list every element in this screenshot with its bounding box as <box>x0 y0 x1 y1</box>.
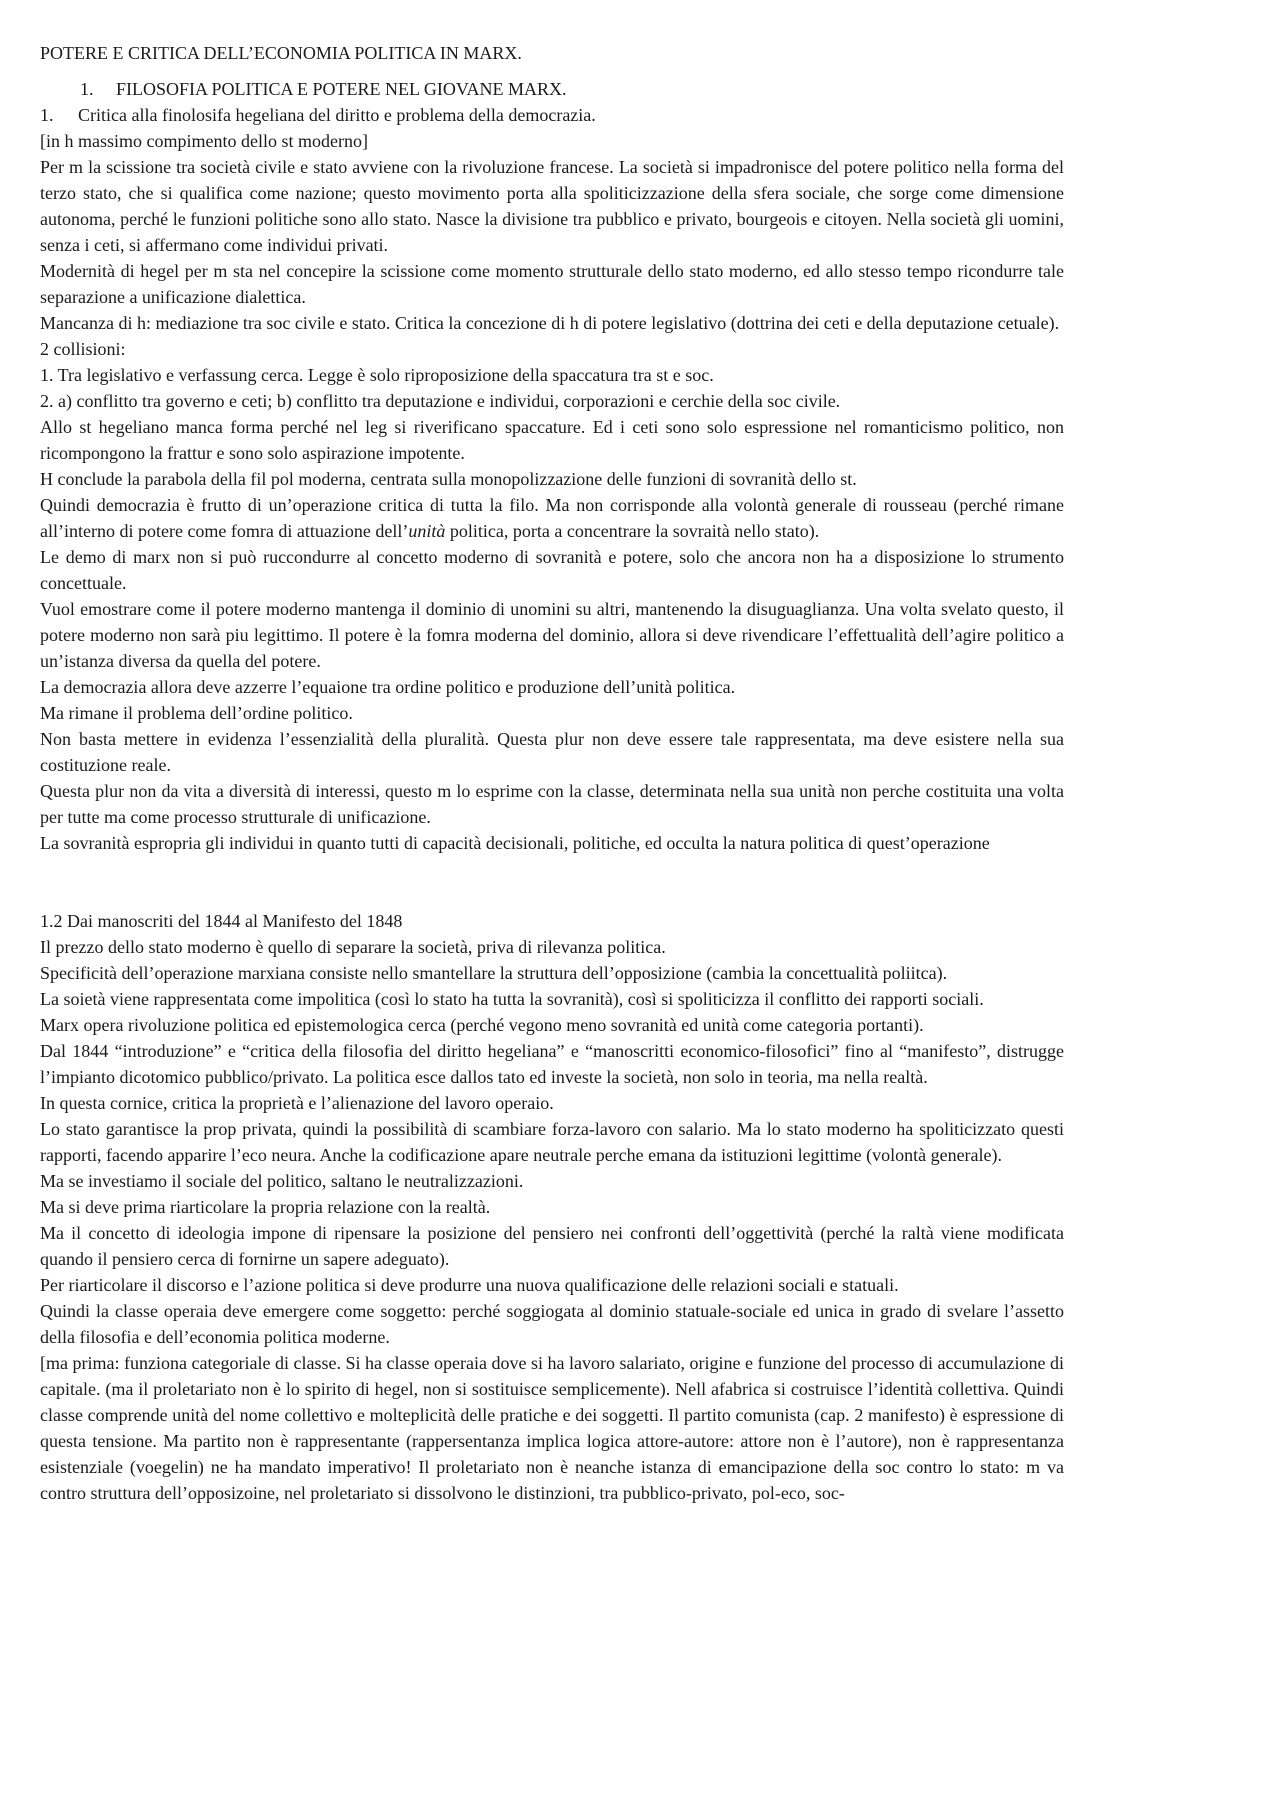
paragraph: In questa cornice, critica la proprietà e l’alienazione del lavoro operaio. <box>40 1093 554 1113</box>
paragraph: Mancanza di h: mediazione tra soc civile e stato. Critica la concezione di h di potere legislativo (dottrina dei ceti e della deputazione cetuale). <box>40 313 1060 333</box>
paragraph: 1. Tra legislativo e verfassung cerca. Legge è solo riproposizione della spaccatura tra st e soc. <box>40 365 714 385</box>
paragraph: Vuol emostrare come il potere moderno mantenga il dominio di unomini su altri, mantenendo la disuguaglianza. Una volta svelato questo, il potere moderno non sarà piu legittimo. Il potere è la fomra moderna del dominio, allora si deve rivendicare l’effettualità dell’agire politico a un’istanza diversa da quella del potere. <box>40 599 1064 671</box>
subsection-1-number: 1. <box>40 105 54 125</box>
document-page <box>40 40 1064 1506</box>
paragraph: Le demo di marx non si può ruccondurre al concetto moderno di sovranità e potere, solo che ancora non ha a disposizione lo strumento concettuale. <box>40 547 1064 593</box>
paragraph: H conclude la parabola della fil pol moderna, centrata sulla monopolizzazione delle funzioni di sovranità dello st. <box>40 469 857 489</box>
paragraph: Lo stato garantisce la prop privata, quindi la possibilità di scambiare forza-lavoro con salario. Ma lo stato moderno ha spoliticizzato questi rapporti, facendo apparire l’eco neura. Anche la codificazione apare neutrale perche emana da istituzioni legittime (volontà generale). <box>40 1119 1064 1165</box>
paragraph: Ma se investiamo il sociale del politico, saltano le neutralizzazioni. <box>40 1171 524 1191</box>
subsection-2-heading: 1.2 Dai manoscriti del 1844 al Manifesto del 1848 <box>40 911 403 931</box>
subsection-1-title: Critica alla finolosifa hegeliana del diritto e problema della democrazia. <box>78 105 596 125</box>
section-1-title: FILOSOFIA POLITICA E POTERE NEL GIOVANE MARX. <box>116 79 567 99</box>
paragraph: Per riarticolare il discorso e l’azione politica si deve produrre una nuova qualificazione delle relazioni sociali e statuali. <box>40 1275 899 1295</box>
spacer <box>40 882 1064 908</box>
spacer <box>40 856 1064 882</box>
section-1-number: 1. <box>80 79 94 99</box>
paragraph: [in h massimo compimento dello st moderno] <box>40 131 368 151</box>
document-title: POTERE E CRITICA DELL’ECONOMIA POLITICA IN MARX. <box>40 43 522 63</box>
paragraph: 2. a) conflitto tra governo e ceti; b) conflitto tra deputazione e individui, corporazioni e cerchie della soc civile. <box>40 391 841 411</box>
paragraph: Non basta mettere in evidenza l’essenzialità della pluralità. Questa plur non deve essere tale rappresentata, ma deve esistere nella sua costituzione reale. <box>40 729 1064 775</box>
subsection-1-heading <box>40 102 1064 128</box>
paragraph: Marx opera rivoluzione politica ed epistemologica cerca (perché vegono meno sovranità ed unità come categoria portanti). <box>40 1015 924 1035</box>
paragraph: 2 collisioni: <box>40 339 126 359</box>
paragraph: Ma il concetto di ideologia impone di ripensare la posizione del pensiero nei confronti dell’oggettività (perché la raltà viene modificata quando il pensiero cerca di fornirne un sapere adeguato). <box>40 1223 1064 1269</box>
section-1-heading <box>40 76 1064 102</box>
text-run: politica, porta a concentrare la sovraità nello stato). <box>445 521 820 541</box>
paragraph: Ma rimane il problema dell’ordine politico. <box>40 703 353 723</box>
paragraph: La soietà viene rappresentata come impolitica (così lo stato ha tutta la sovranità), così si spoliticizza il conflitto dei rapporti sociali. <box>40 989 984 1009</box>
paragraph: Quindi la classe operaia deve emergere come soggetto: perché soggiogata al dominio statuale-sociale ed unica in grado di svelare l’assetto della filosofia e dell’economia politica moderne. <box>40 1301 1064 1347</box>
paragraph: La democrazia allora deve azzerre l’equaione tra ordine politico e produzione dell’unità politica. <box>40 677 736 697</box>
paragraph: Dal 1844 “introduzione” e “critica della filosofia del diritto hegeliana” e “manoscritti economico-filosofici” fino al “manifesto”, distrugge l’impianto dicotomico pubblico/privato. La politica esce dallos tato ed investe la società, non solo in teoria, ma nella realtà. <box>40 1041 1064 1087</box>
paragraph: Questa plur non da vita a diversità di interessi, questo m lo esprime con la classe, determinata nella sua unità non perche costituita una volta per tutte ma come processo strutturale di unificazione. <box>40 781 1064 827</box>
paragraph: Per m la scissione tra società civile e stato avviene con la rivoluzione francese. La società si impadronisce del potere politico nella forma del terzo stato, che si qualifica come nazione; questo movimento porta alla spoliticizzazione della sfera sociale, che sorge come dimensione autonoma, perché le funzioni politiche sono allo stato. Nasce la divisione tra pubblico e privato, bourgeois e citoyen. Nella società gli uomini, senza i ceti, si affermano come individui privati. <box>40 157 1064 255</box>
paragraph: Allo st hegeliano manca forma perché nel leg si riverificano spaccature. Ed i ceti sono solo espressione nel romanticismo politico, non ricompongono la frattur e sono solo aspirazione impotente. <box>40 417 1064 463</box>
paragraph: Modernità di hegel per m sta nel concepire la scissione come momento strutturale dello stato moderno, ed allo stesso tempo ricondurre tale separazione a unificazione dialettica. <box>40 261 1064 307</box>
paragraph: Ma si deve prima riarticolare la propria relazione con la realtà. <box>40 1197 491 1217</box>
paragraph: [ma prima: funziona categoriale di classe. Si ha classe operaia dove si ha lavoro salariato, origine e funzione del processo di accumulazione di capitale. (ma il proletariato non è lo spirito di hegel, non si sostituisce semplicemente). Nell afabrica si costruisce l’identità collettiva. Quindi classe comprende unità del nome collettivo e molteplicità delle pratiche e dei soggetti. Il partito comunista (cap. 2 manifesto) è espressione di questa tensione. Ma partito non è rappresentante (rappersentanza implica logica attore-autore: attore non è l’autore), non è rappresentanza esistenziale (voegelin) ne ha mandato imperativo! Il proletariato non è neanche istanza di emancipazione della soc contro lo stato: m va contro struttura dell’opposizoine, nel proletariato si dissolvono le distinzioni, tra pubblico-privato, pol-eco, soc- <box>40 1353 1064 1503</box>
paragraph: Il prezzo dello stato moderno è quello di separare la società, priva di rilevanza politica. <box>40 937 666 957</box>
paragraph: La sovranità espropria gli individui in quanto tutti di capacità decisionali, politiche, ed occulta la natura politica di quest’operazione <box>40 833 990 853</box>
paragraph-rousseau <box>40 492 1064 544</box>
italic-text-run: unità <box>408 521 446 541</box>
paragraph: Specificità dell’operazione marxiana consiste nello smantellare la struttura dell’opposizione (cambia la concettualità poliitca). <box>40 963 948 983</box>
text-run: Quindi democrazia è frutto di un’operazione critica di tutta la filo. Ma non corrisponde alla volontà generale di rousseau (perché rimane all’interno di potere come fomra di attuazione dell’ <box>40 495 1064 541</box>
